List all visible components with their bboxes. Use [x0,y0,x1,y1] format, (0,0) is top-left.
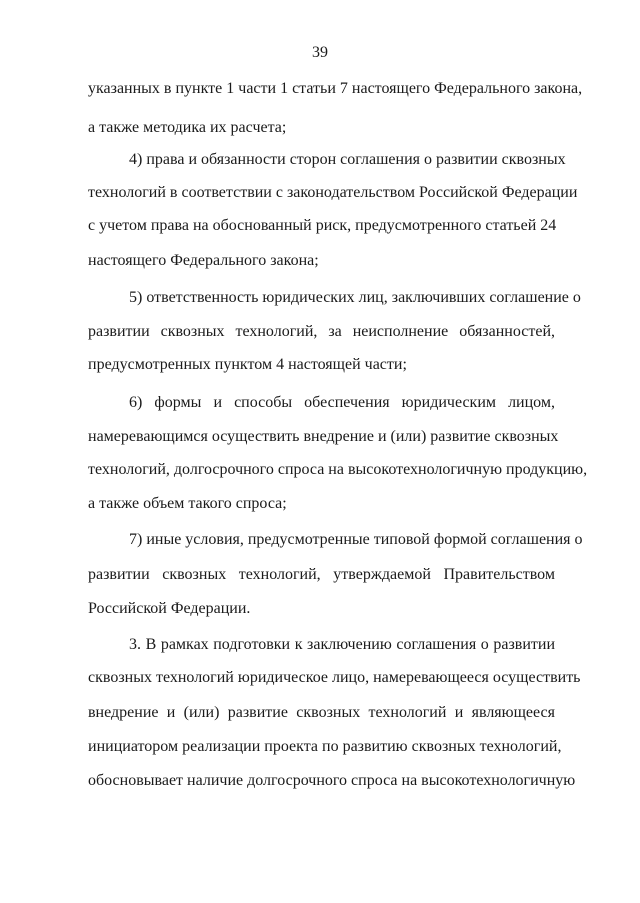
text-line: обосновывает наличие долгосрочного спроса на высокотехнологичную [88,772,576,789]
text-line: сквозных технологий юридическое лицо, намеревающееся осуществить [88,669,581,686]
text-line: настоящего Федерального закона; [88,252,319,269]
text-line: технологий в соответствии с законодательством Российской Федерации [88,184,578,201]
text-line: 4) права и обязанности сторон соглашения о развитии сквозных [129,151,566,168]
text-line: технологий, долгосрочного спроса на высокотехнологичную продукцию, [88,461,588,478]
text-line: указанных в пункте 1 части 1 статьи 7 настоящего Федерального закона, [88,80,583,97]
text-line: 3. В рамках подготовки к заключению соглашения о развитии [129,636,555,653]
text-line: внедрение и (или) развитие сквозных технологий и являющееся [88,704,555,721]
text-line: а также объем такого спроса; [88,495,287,512]
text-line: предусмотренных пунктом 4 настоящей части; [88,356,407,373]
text-line: инициатором реализации проекта по развитию сквозных технологий, [88,738,562,755]
text-line: с учетом права на обоснованный риск, предусмотренного статьей 24 [88,217,557,234]
text-line: а также методика их расчета; [88,119,287,136]
text-line: намеревающимся осуществить внедрение и (или) развитие сквозных [88,428,559,445]
page-number: 39 [312,44,328,61]
text-line: развитии сквозных технологий, утверждаемой Правительством [88,566,555,583]
text-line: 7) иные условия, предусмотренные типовой формой соглашения о [129,531,583,548]
text-line: Российской Федерации. [88,600,251,617]
text-line: 6) формы и способы обеспечения юридическим лицом, [129,394,555,411]
text-line: 5) ответственность юридических лиц, заключивших соглашение о [129,289,581,306]
text-line: развитии сквозных технологий, за неисполнение обязанностей, [88,323,555,340]
